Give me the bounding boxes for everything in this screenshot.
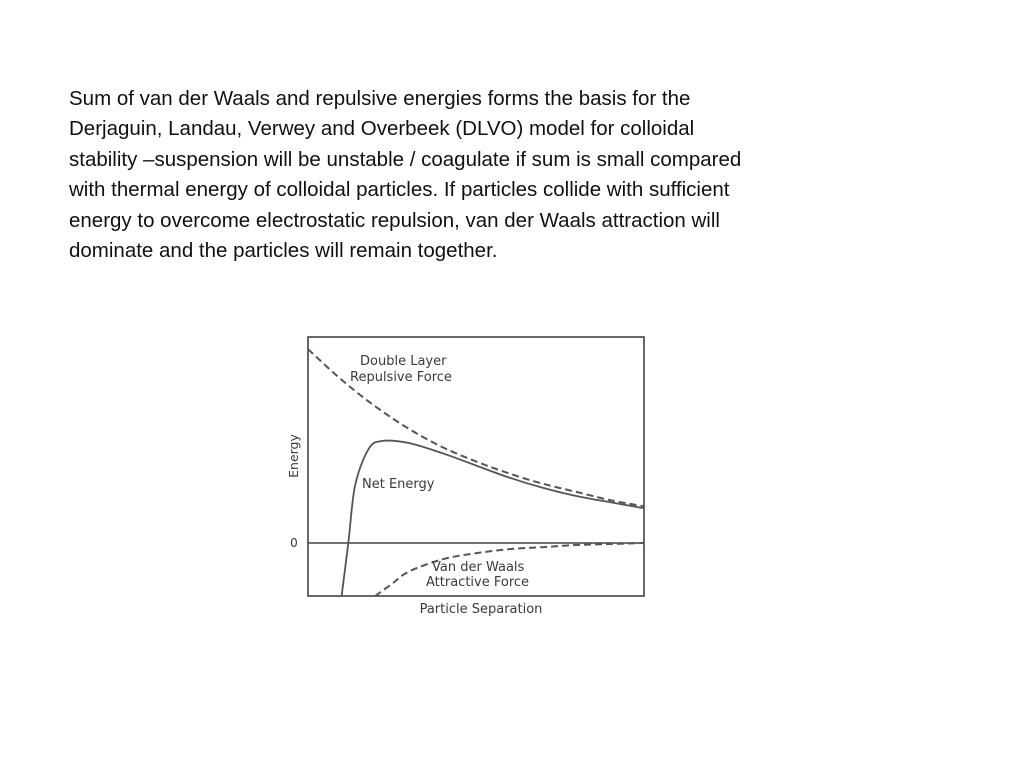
y-axis-label: Energy: [286, 434, 301, 478]
series-label-vdw-line-1: Van der Waals: [432, 560, 525, 575]
text-line: energy to overcome electrostatic repulsion, van der Waals attraction will: [69, 208, 720, 232]
series-label-vdw-line-2: Attractive Force: [426, 575, 530, 590]
text-line: with thermal energy of colloidal particles. If particles collide with sufficient: [69, 178, 730, 202]
series-label-net-energy: Net Energy: [362, 477, 435, 492]
text-line: Sum of van der Waals and repulsive energies forms the basis for the: [69, 87, 691, 110]
text-line: dominate and the particles will remain together.: [69, 239, 498, 263]
text-line: Derjaguin, Landau, Verwey and Overbeek (DLVO) model for colloidal: [69, 117, 695, 141]
slide-body-text: [69, 84, 949, 266]
x-axis-label: Particle Separation: [419, 602, 543, 617]
y-tick-label-zero: 0: [290, 536, 298, 550]
dlvo-chart: [270, 320, 670, 630]
series-label-repulsive-line-1: Double Layer: [360, 354, 447, 369]
series-label-repulsive-line-2: Repulsive Force: [350, 370, 452, 385]
dlvo-chart-svg: [270, 320, 670, 630]
text-line: stability –suspension will be unstable / coagulate if sum is small compared: [69, 147, 742, 171]
